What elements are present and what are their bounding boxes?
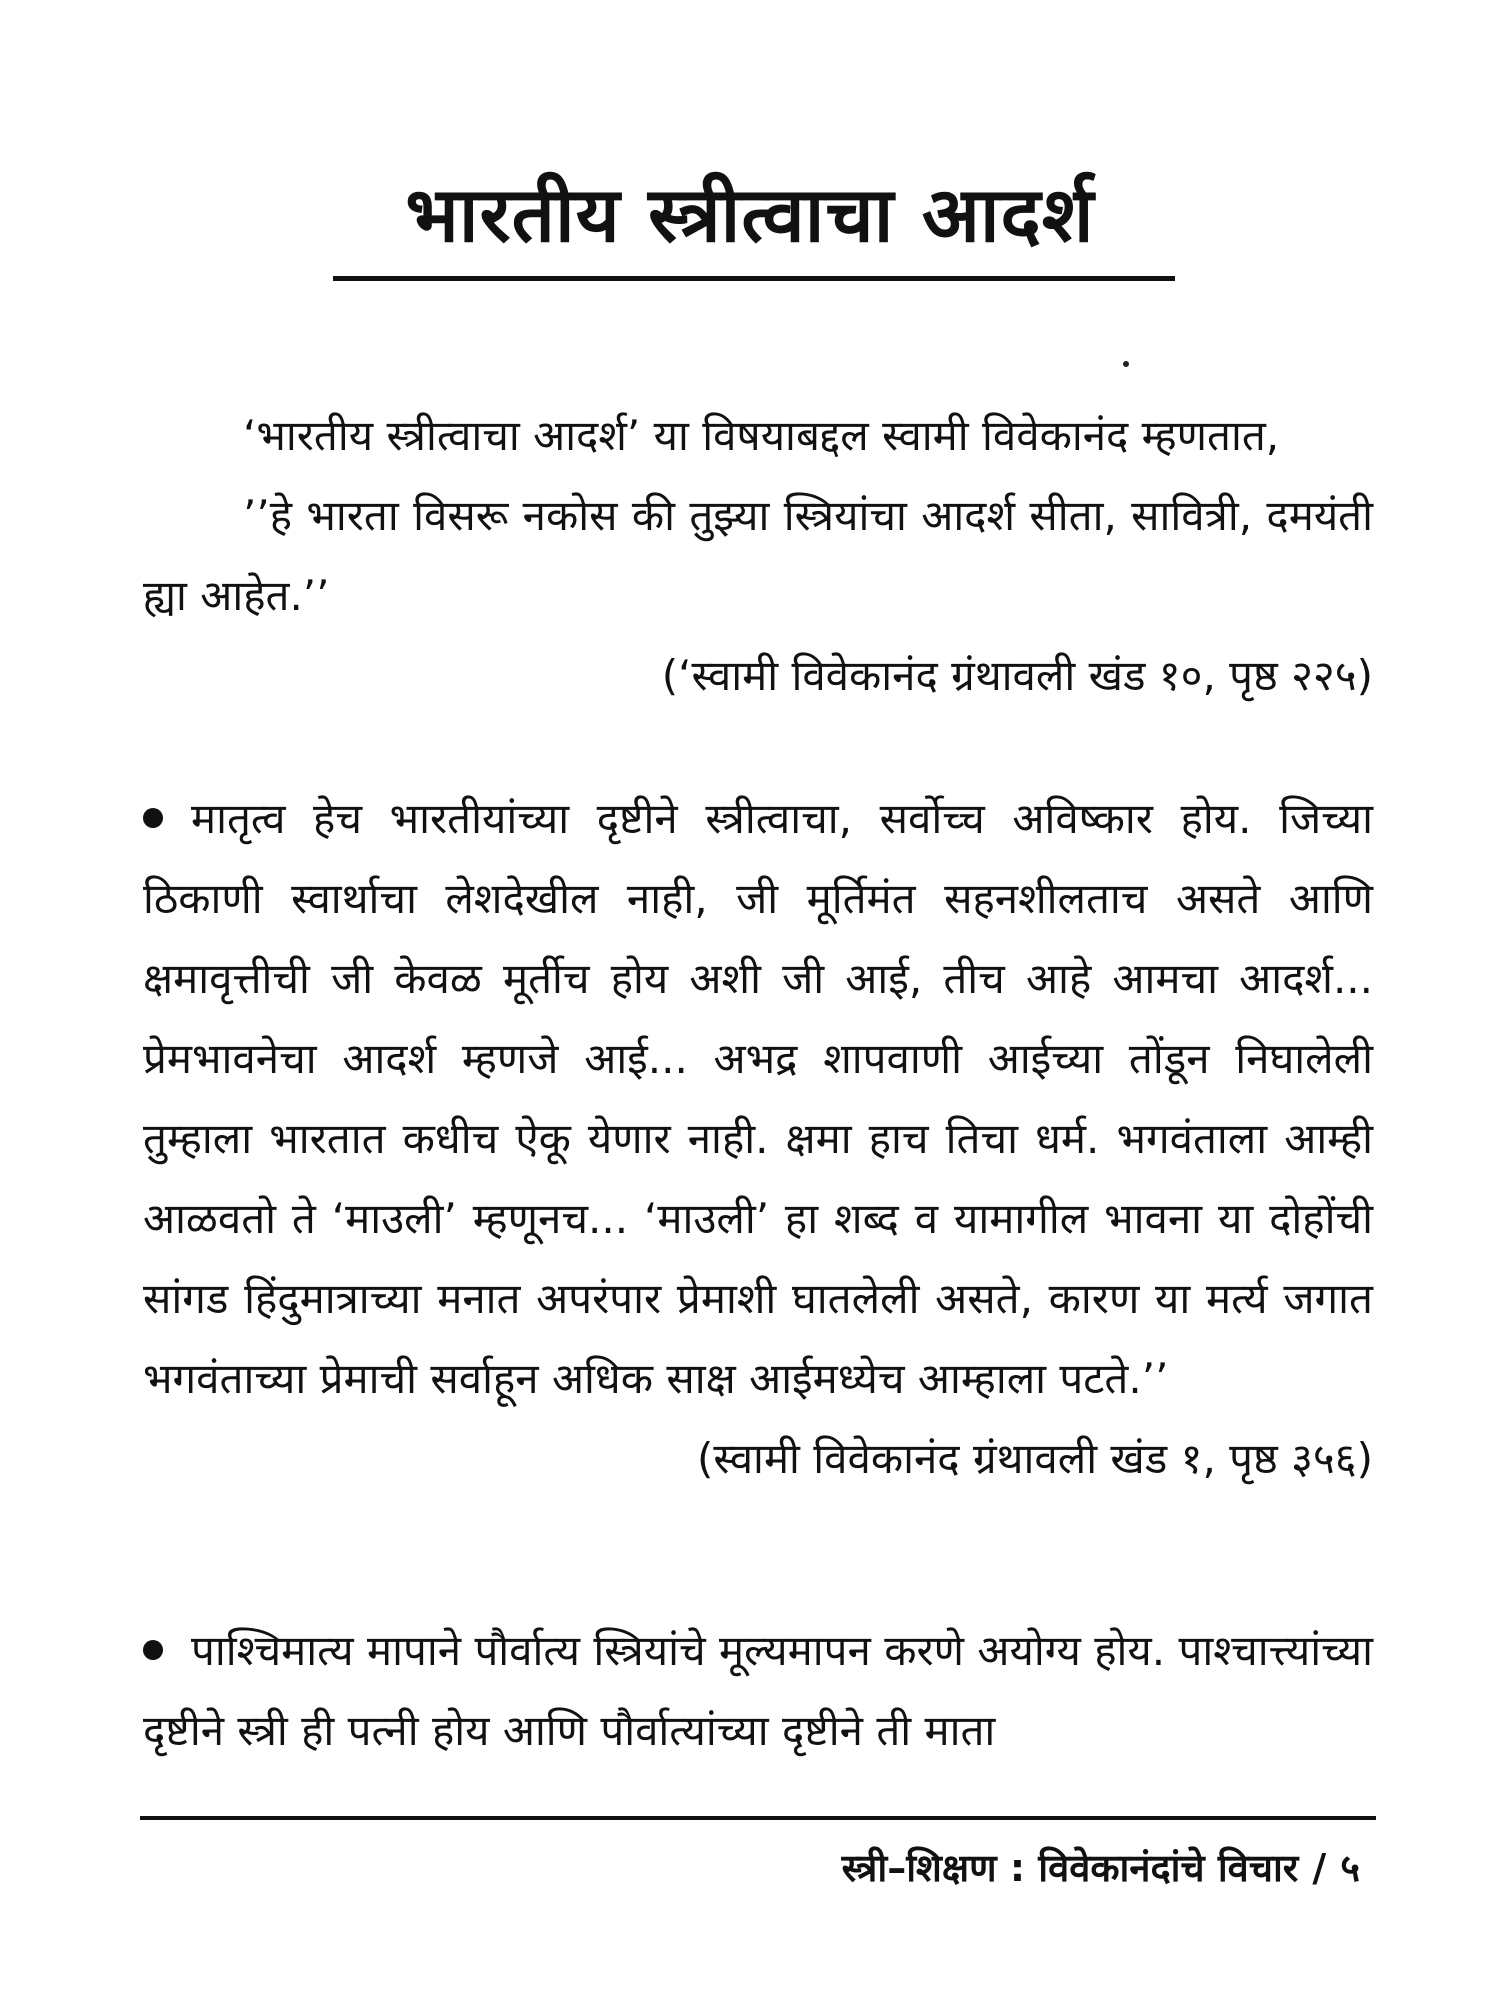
intro-citation: (‘स्वामी विवेकानंद ग्रंथावली खंड १०, पृष्ठ २२५): [661, 651, 1373, 700]
footer-book-title: स्त्री–शिक्षण : विवेकानंदांचे विचार: [841, 1846, 1299, 1890]
section-2: [143, 1611, 1373, 1771]
section-1: [143, 779, 1373, 1499]
bullet-icon: [143, 1640, 163, 1660]
section-1-text: मातृत्व हेच भारतीयांच्या दृष्टीने स्त्रीत्वाचा, सर्वोच्च अविष्कार होय. जिच्या ठिकाणी स्वार्थाचा लेशदेखील नाही, जी मूर्तिमंत सहनशीलताच असते आणि क्षमावृत्तीची जी केवळ मूर्तीच होय अशी जी आई, तीच आहे आमचा आदर्श... प्रेमभावनेचा आदर्श म्हणजे आई... अभद्र शापवाणी आईच्या तोंडून निघालेली तुम्हाला भारतात कधीच ऐकू येणार नाही. क्षमा हाच तिचा धर्म. भगवंताला आम्ही आळवतो ते ‘माउली’ म्हणूनच... ‘माउली’ हा शब्द व यामागील भावना या दोहोंची सांगड हिंदुमात्राच्या मनात अपरंपार प्रेमाशी घातलेली असते, कारण या मर्त्य जगात भगवंताच्या प्रेमाची सर्वाहून अधिक साक्ष आईमध्येच आम्हाला पटते.’’: [143, 794, 1373, 1403]
section-1-paragraph: [143, 779, 1373, 1419]
running-footer: [842, 1838, 1360, 1898]
page-title: भारतीय स्त्रीत्वाचा आदर्श: [405, 170, 1095, 259]
bullet-icon: [143, 808, 163, 828]
section-2-text: पाश्चिमात्य मापाने पौर्वात्य स्त्रियांचे मूल्यमापन करणे अयोग्य होय. पाश्चात्त्यांच्या दृष्टीने स्त्री ही पत्नी होय आणि पौर्वात्यांच्या दृष्टीने ती माता: [143, 1626, 1373, 1755]
title-underline: [333, 276, 1175, 281]
footer-separator: /: [1312, 1846, 1327, 1890]
print-speck: [1123, 361, 1129, 367]
intro-lead: ‘भारतीय स्त्रीत्वाचा आदर्श’ या विषयाबद्दल स्वामी विवेकानंद म्हणतात,: [243, 411, 1280, 460]
section-2-paragraph: [143, 1611, 1373, 1771]
page-number: ५: [1340, 1846, 1360, 1890]
section-1-citation: (स्वामी विवेकानंद ग्रंथावली खंड १, पृष्ठ ३५६): [696, 1434, 1373, 1483]
footer-divider: [140, 1816, 1376, 1820]
intro-block: [143, 396, 1373, 716]
intro-quote: ’’हे भारता विसरू नकोस की तुझ्या स्त्रियांचा आदर्श सीता, सावित्री, दमयंती ह्या आहेत.’’: [143, 491, 1373, 620]
